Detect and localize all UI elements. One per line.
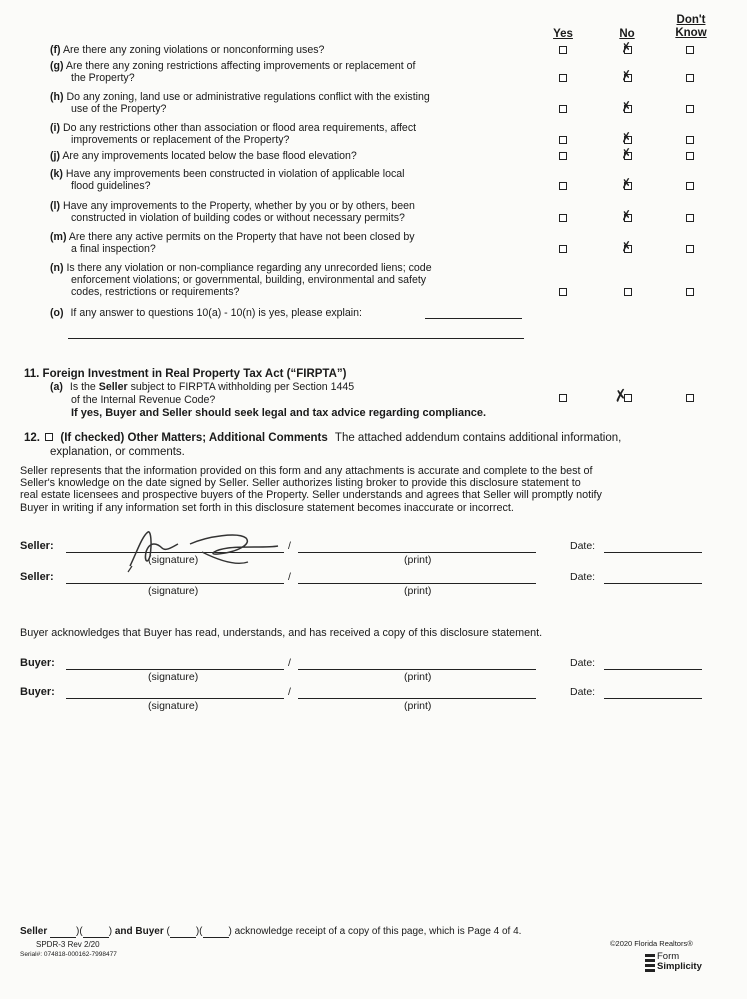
- seller-signature-line-2[interactable]: [66, 583, 284, 584]
- seller-print-caption-1: (print): [404, 554, 432, 566]
- seller-statement-line-1: Seller represents that the information provided on this form and any attachments is accurate and complete to the best of: [20, 465, 593, 477]
- section-11-question-a: [50, 381, 354, 393]
- section-11-a-seller: Seller: [98, 381, 128, 393]
- question-f-text: Are there any zoning violations or nonconforming uses?: [60, 44, 325, 56]
- buyer-print-line-3[interactable]: [298, 669, 536, 670]
- seller-date-line-2[interactable]: [604, 583, 702, 584]
- question-j-dont-know-checkbox[interactable]: [686, 152, 694, 160]
- question-n-label: (n): [50, 262, 64, 274]
- buyer-initial-2[interactable]: [203, 926, 229, 938]
- seller-date-label-2: Date:: [570, 571, 596, 583]
- firpta-yes-checkbox[interactable]: [559, 394, 567, 402]
- question-j: [50, 150, 520, 162]
- question-g-text: Are there any zoning restrictions affecting improvements or replacement of: [63, 60, 416, 72]
- seller-label-2: Seller:: [20, 571, 54, 583]
- question-f-label: (f): [50, 44, 61, 56]
- section-12-line1: The attached addendum contains additional information,: [334, 432, 622, 444]
- footer-ack-text: acknowledge receipt of a copy of this page, which is Page 4 of 4.: [234, 926, 522, 937]
- seller-slash-1: /: [288, 540, 291, 552]
- question-n-line: [50, 262, 520, 274]
- question-m: [50, 231, 520, 255]
- question-k-text: Have any improvements been constructed in violation of applicable local: [62, 168, 405, 180]
- buyer-date-line-3[interactable]: [604, 669, 702, 670]
- question-f-line: [50, 44, 520, 56]
- buyer-signature-caption-3: (signature): [148, 671, 199, 683]
- buyer-slash-4: /: [288, 686, 291, 698]
- question-i-yes-checkbox[interactable]: [559, 136, 567, 144]
- question-n-line: codes, restrictions or requirements?: [71, 286, 240, 299]
- buyer-statement: Buyer acknowledges that Buyer has read, understands, and has received a copy of this disclosure statement.: [20, 627, 543, 639]
- question-h-no-check-mark: ✗: [619, 99, 634, 117]
- question-m-line: a final inspection?: [71, 243, 156, 256]
- question-i-text: Do any restrictions other than association or flood area requirements, affect: [60, 122, 417, 134]
- question-m-dont-know-checkbox[interactable]: [686, 245, 694, 253]
- seller-signature-caption-1: (signature): [148, 554, 199, 566]
- buyer-signature-line-4[interactable]: [66, 698, 284, 699]
- seller-initial-2[interactable]: [83, 926, 109, 938]
- question-h: [50, 91, 520, 115]
- explain-line-2[interactable]: [68, 338, 524, 339]
- seller-statement: [20, 465, 708, 514]
- question-k-yes-checkbox[interactable]: [559, 182, 567, 190]
- question-g-line: [50, 60, 520, 72]
- seller-print-line-1[interactable]: [298, 552, 536, 553]
- question-k-dont-know-checkbox[interactable]: [686, 182, 694, 190]
- dont-know-header-bottom: Know: [675, 27, 707, 39]
- question-g: [50, 60, 520, 84]
- seller-print-line-2[interactable]: [298, 583, 536, 584]
- question-l-text: Have any improvements to the Property, whether by you or by others, been: [60, 200, 415, 212]
- seller-signature-scribble: [118, 526, 288, 576]
- question-h-yes-checkbox[interactable]: [559, 105, 567, 113]
- seller-slash-2: /: [288, 571, 291, 583]
- question-f-no-check-mark: ✗: [619, 40, 634, 57]
- question-k-label: (k): [50, 168, 63, 180]
- buyer-label-3: Buyer:: [20, 657, 55, 669]
- question-n-yes-checkbox[interactable]: [559, 288, 567, 296]
- section-11-a-text: Is the: [69, 381, 96, 393]
- copyright: ©2020 Florida Realtors®: [610, 939, 693, 948]
- seller-date-label-1: Date:: [570, 540, 596, 552]
- footer-ack: Seller )( ) and Buyer ( )( ) acknowledge receipt of a copy of this page, which is Page 4 of 4.: [20, 926, 522, 937]
- question-l-no-check-mark: ✗: [619, 208, 634, 226]
- question-i: [50, 122, 520, 146]
- question-f-dont-know-checkbox[interactable]: [686, 46, 694, 54]
- explain-line-1[interactable]: [425, 318, 522, 319]
- question-m-text: Are there any active permits on the Property that have not been closed by: [66, 231, 415, 243]
- buyer-print-caption-4: (print): [404, 700, 432, 712]
- dont-know-header: [666, 14, 716, 40]
- seller-statement-line-3: real estate licensees and prospective buyers of the Property. Seller understands and agrees that Seller will promptly notify: [20, 489, 602, 502]
- question-k-line: [50, 168, 520, 180]
- question-j-no-check-mark: ✗: [619, 146, 634, 163]
- question-h-text: Do any zoning, land use or administrative regulations conflict with the existing: [63, 91, 430, 103]
- section-12-title: (If checked) Other Matters; Additional Comments: [60, 432, 328, 444]
- seller-signature-caption-2: (signature): [148, 585, 199, 597]
- question-j-yes-checkbox[interactable]: [559, 152, 567, 160]
- form-simplicity-logo: [645, 952, 702, 974]
- yes-header: Yes: [553, 28, 573, 40]
- question-i-line: [50, 122, 520, 134]
- section-12-checkbox[interactable]: [45, 433, 53, 441]
- question-n-dont-know-checkbox[interactable]: [686, 288, 694, 296]
- firpta-advice: If yes, Buyer and Seller should seek legal and tax advice regarding compliance.: [71, 407, 487, 419]
- question-m-line: [50, 231, 520, 243]
- buyer-date-label-4: Date:: [570, 686, 596, 698]
- question-g-no-check-mark: ✗: [619, 68, 634, 86]
- section-11-a-label: (a): [50, 381, 63, 393]
- question-h-label: (h): [50, 91, 64, 103]
- buyer-print-line-4[interactable]: [298, 698, 536, 699]
- question-n-text: Is there any violation or non-compliance regarding any unrecorded liens; code: [63, 262, 432, 274]
- firpta-no-check-mark: ✗: [612, 384, 629, 407]
- buyer-slash-3: /: [288, 657, 291, 669]
- question-j-text: Are any improvements located below the base flood elevation?: [60, 150, 357, 162]
- question-n: [50, 262, 520, 299]
- question-n-line: enforcement violations; or governmental, building, environmental and safety: [71, 274, 427, 287]
- question-k: [50, 168, 520, 192]
- question-l-line: [50, 200, 520, 212]
- seller-print-caption-2: (print): [404, 585, 432, 597]
- question-n-no-checkbox[interactable]: [624, 288, 632, 296]
- buyer-initial-1[interactable]: [170, 926, 196, 938]
- question-o-label: (o): [50, 307, 64, 319]
- question-k-line: flood guidelines?: [71, 180, 151, 193]
- question-m-yes-checkbox[interactable]: [559, 245, 567, 253]
- question-g-yes-checkbox[interactable]: [559, 74, 567, 82]
- question-i-no-check-mark: ✗: [619, 130, 634, 148]
- question-h-line: [50, 91, 520, 103]
- question-h-line: use of the Property?: [71, 103, 167, 116]
- question-g-line: the Property?: [71, 72, 135, 85]
- question-h-dont-know-checkbox[interactable]: [686, 105, 694, 113]
- seller-statement-line-2: Seller's knowledge on the date signed by Seller. Seller authorizes listing broker to provide this disclosure statement to: [20, 477, 581, 490]
- firpta-dont-know-checkbox[interactable]: [686, 394, 694, 402]
- buyer-date-label-3: Date:: [570, 657, 596, 669]
- question-o-text: If any answer to questions 10(a) - 10(n) is yes, please explain:: [70, 307, 362, 319]
- form-id: SPDR-3 Rev 2/20: [36, 940, 100, 949]
- question-i-dont-know-checkbox[interactable]: [686, 136, 694, 144]
- buyer-date-line-4[interactable]: [604, 698, 702, 699]
- seller-label-1: Seller:: [20, 540, 54, 552]
- section-12-number: 12.: [24, 432, 40, 444]
- question-l-dont-know-checkbox[interactable]: [686, 214, 694, 222]
- question-l-line: constructed in violation of building codes or without necessary permits?: [71, 212, 405, 225]
- section-12: [24, 432, 621, 445]
- section-11-title: 11. Foreign Investment in Real Property Tax Act (“FIRPTA”): [24, 368, 347, 380]
- question-m-label: (m): [50, 231, 67, 243]
- question-f-yes-checkbox[interactable]: [559, 46, 567, 54]
- footer-seller-label: Seller: [20, 926, 48, 937]
- question-g-dont-know-checkbox[interactable]: [686, 74, 694, 82]
- question-o: [50, 307, 362, 319]
- seller-date-line-1[interactable]: [604, 552, 702, 553]
- brand-form: Form: [657, 951, 680, 962]
- question-j-label: (j): [50, 150, 60, 162]
- buyer-label-4: Buyer:: [20, 686, 55, 698]
- footer-buyer-label: and Buyer: [114, 926, 164, 937]
- serial-number: Serial#: 074818-000162-7998477: [20, 951, 117, 958]
- question-k-no-check-mark: ✗: [619, 176, 634, 194]
- section-11-a-line2: of the Internal Revenue Code?: [71, 394, 216, 406]
- dont-know-header-top: Don't: [676, 14, 706, 26]
- question-i-label: (i): [50, 122, 60, 134]
- question-g-label: (g): [50, 60, 64, 72]
- section-11-a-rest: subject to FIRPTA withholding per Section 1445: [130, 381, 355, 393]
- question-l-yes-checkbox[interactable]: [559, 214, 567, 222]
- seller-statement-line-4: Buyer in writing if any information set forth in this disclosure statement becomes inaccurate or incorrect.: [20, 501, 514, 514]
- question-i-line: improvements or replacement of the Property?: [71, 134, 290, 147]
- question-j-line: [50, 150, 520, 162]
- brand-simplicity: Simplicity: [657, 961, 702, 972]
- section-12-line2: explanation, or comments.: [50, 446, 185, 458]
- no-header: No: [619, 28, 635, 40]
- form-simplicity-icon: [645, 954, 655, 974]
- buyer-signature-line-3[interactable]: [66, 669, 284, 670]
- question-f: [50, 44, 520, 56]
- question-l-label: (l): [50, 200, 60, 212]
- question-m-no-check-mark: ✗: [619, 239, 634, 257]
- buyer-signature-caption-4: (signature): [148, 700, 199, 712]
- seller-initial-1[interactable]: [50, 926, 76, 938]
- question-l: [50, 200, 520, 224]
- buyer-print-caption-3: (print): [404, 671, 432, 683]
